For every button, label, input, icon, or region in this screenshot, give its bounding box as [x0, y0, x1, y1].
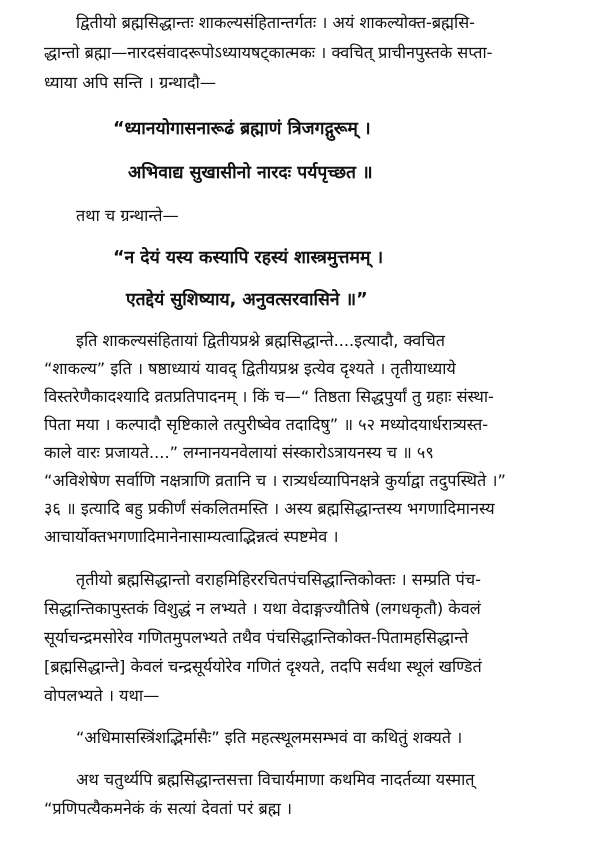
paragraph-2-line-4: पिता मया । कल्पादौ सृष्टिकाले तत्पुरीष्वेव तदादिषु” ॥ ५२ मध्योदयार्धरात्र्यस्त- [44, 415, 489, 434]
verse-1-line-1: “ध्यानयोगासनारूढं ब्रह्माणं त्रिजगद्गुरूम् । [113, 119, 371, 139]
paragraph-4-line-2: “प्रणिपत्यैकमनेकं कं सत्यां देवतां परं ब्रह्म । [44, 799, 292, 818]
paragraph-1-line-1: द्वितीयो ब्रह्मसिद्धान्तः शाकल्यसंहितान्तर्गतः । अयं शाकल्योक्त-ब्रह्मसि- [76, 13, 476, 32]
paragraph-2-line-6: “अविशेषेण सर्वाणि नक्षत्राणि व्रतानि च । रात्र्यर्धव्यापिनक्षत्रे कुर्याद्वा तदुपस्थिते ।” [44, 471, 506, 490]
paragraph-2-line-1: इति शाकल्यसंहितायां द्वितीयप्रश्ने ब्रह्मसिद्धान्ते....इत्यादौ, क्वचित [76, 331, 446, 350]
paragraph-2-line-3: विस्तरेणैकादश्यादि व्रतप्रतिपादनम् । किं च—“ तिष्ठता सिद्धपुर्यां तु ग्रहाः संस्था- [44, 387, 494, 406]
paragraph-3-line-5: वोपलभ्यते । यथा— [44, 686, 160, 705]
paragraph-1-line-3: ध्याया अपि सन्ति । ग्रन्थादौ— [44, 73, 217, 92]
paragraph-2-line-7: ३६ ॥ इत्यादि बहु प्रकीर्णं संकलितमस्ति । अस्य ब्रह्मसिद्धान्तस्य भगणादिमानस्य [44, 499, 495, 518]
paragraph-3-line-1: तृतीयो ब्रह्मसिद्धान्तो वराहमिहिररचितपंचसिद्धान्तिकोक्तः । सम्प्रति पंच- [76, 570, 481, 589]
paragraph-2-line-8: आचार्योक्तभगणादिमानेनासाम्यत्वाद्भिन्नत्वं स्पष्टमेव । [44, 527, 339, 546]
paragraph-3-line-4: [ब्रह्मसिद्धान्ते] केवलं चन्द्रसूर्ययोरेव गणितं दृश्यते, तदपि सर्वथा स्थूलं खण्डितं [44, 657, 482, 676]
paragraph-4-line-1: अथ चतुर्थ्यपि ब्रह्मसिद्धान्तसत्ता विचार्यमाणा कथमिव नादर्तव्या यस्मात् [76, 770, 475, 789]
verse-2-line-2: एतद्देयं सुशिष्याय, अनुवत्सरवासिने ॥” [126, 290, 368, 310]
paragraph-2-line-5: काले वारः प्रजायते....” लग्नानयनवेलायां संस्कारोऽत्रायनस्य च ॥ ५९ [44, 443, 434, 462]
paragraph-3-line-3: सूर्याचन्द्रमसोरेव गणितमुपलभ्यते तथैव पंचसिद्धान्तिकोक्त-पितामहसिद्धान्ते [44, 628, 469, 647]
paragraph-2-line-2: “शाकल्य” इति । षष्ठाध्यायं यावद् द्वितीयप्रश्न इत्येव दृश्यते । तृतीयाध्याये [44, 359, 456, 378]
quote-line: “अधिमासस्त्रिंशद्भिर्मासैः” इति महत्स्थूलमसम्भवं वा कथितुं शक्यते । [76, 728, 463, 747]
verse-2-line-1: “न देयं यस्य कस्यापि रहस्यं शास्त्रमुत्तमम् । [113, 248, 384, 268]
verse-1-line-2: अभिवाद्य सुखासीनो नारदः पर्यपृच्छत ॥ [128, 163, 373, 183]
paragraph-1-line-2: द्धान्तो ब्रह्मा—नारदसंवादरूपोऽध्यायषट्कात्मकः । क्वचित् प्राचीनपुस्तके सप्ता- [44, 43, 493, 62]
paragraph-3-line-2: सिद्धान्तिकापुस्तकं विशुद्धं न लभ्यते । यथा वेदाङ्गज्यौतिषे (लगधकृतौ) केवलं [44, 599, 481, 618]
tatha-line: तथा च ग्रन्थान्ते— [76, 206, 179, 225]
